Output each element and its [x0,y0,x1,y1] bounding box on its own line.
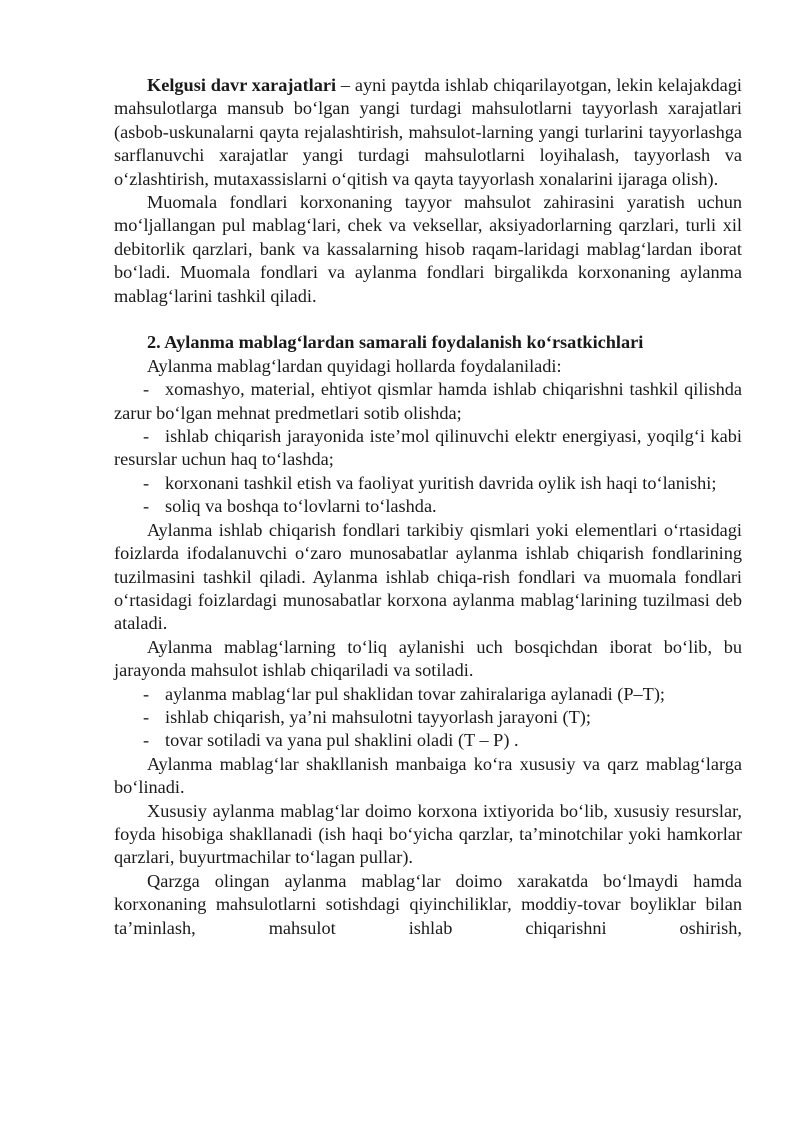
list-item-text: ishlab chiqarish jarayonida iste’mol qilinuvchi elektr energiyasi, yoqilg‘i kabi resurslar uchun haq to‘lashda; [114,426,742,470]
list-item-text: soliq va boshqa to‘lovlarni to‘lashda. [165,496,437,517]
paragraph-funding-sources: Aylanma mablag‘lar shakllanish manbaiga ko‘ra xususiy va qarz mablag‘larga bo‘linadi. [114,753,742,798]
paragraph-borrowed-funds: Qarzga olingan aylanma mablag‘lar doimo xarakatda bo‘lmaydi hamda korxonaning mahsulotlarni sotishdagi qiyinchiliklar, moddiy-tovar boyliklar bilan ta’minlash, mahsulot ishlab chiqarishni oshirish, [114,870,742,938]
list-item-text: tovar sotiladi va yana pul shaklini oladi (T – P) . [165,730,519,751]
list-item-text: korxonani tashkil etish va faoliyat yuritish davrida oylik ish haqi to‘lanishi; [165,472,717,493]
paragraph-circulation-funds: Muomala fondlari korxonaning tayyor mahsulot zahirasini yaratish uchun mo‘ljallangan pul mablag‘lari, chek va veksellar, aksiyadorlarning qarzlari, turli xil debitorlik qarzlari, bank va kassalarning hisob raqam-laridagi mablag‘lardan iborat bo‘ladi. Muomala fondlari va aylanma fondlari birgalikda korxonaning aylanma mablag‘larini tashkil qiladi. [114,192,742,306]
document-page [114,74,742,940]
list-item [114,729,742,752]
list-item [114,378,742,425]
paragraph-full-cycle: Aylanma mablag‘larning to‘liq aylanishi uch bosqichdan iborat bo‘lib, bu jarayonda mahsulot ishlab chiqariladi va sotiladi. [114,636,742,681]
paragraph-own-funds: Xususiy aylanma mablag‘lar doimo korxona ixtiyorida bo‘lib, xususiy resurslar, foyda hisobiga shakllanadi (ish haqi bo‘yicha qarzlar, ta’minotchilar yoki hamkorlar qarzlari, buyurtmachilar to‘lagan pullar). [114,800,742,868]
dash-bullet: - [143,496,150,517]
dash-bullet: - [143,730,150,751]
dash-bullet: - [143,472,150,493]
cycle-stages-list [114,683,742,753]
dash-bullet: - [143,683,150,704]
dash-bullet: - [143,706,150,727]
section-heading: 2. Aylanma mablag‘lardan samarali foydalanish ko‘rsatkichlari [147,332,644,353]
paragraph-fund-structure: Aylanma ishlab chiqarish fondlari tarkibiy qismlari yoki elementlari o‘rtasidagi foizlarda ifodalanuvchi o‘zaro munosabatlar aylanma ishlab chiqarish fondlarining tuzilmasini tashkil qiladi. Aylanma ishlab chiqa-rish fondlari va muomala fondlari o‘rtasidagi foizlardagi munosabatlar korxona aylanma mablag‘larining tuzilmasi deb ataladi. [114,519,742,634]
paragraph-text: – ayni paytda ishlab chiqarilayotgan, lekin kelajakdagi mahsulotlarga mansub bo‘lgan yangi turdagi mahsulotlarni tayyorlash xarajatlari (asbob-uskunalarni qayta rejalashtirish, mahsulot-larning yangi turlarini tayyorlashga sarflanuvchi xarajatlar yangi turdagi mahsulotlarni loyihalash, tayyorlash va o‘zlashtirish, mutaxassislarni o‘qitish va qayta tayyorlash xonalarini ijaraga olish). [114,75,742,189]
spacer [114,308,742,331]
list-item [114,683,742,706]
list-item [114,472,742,495]
list-item-text: ishlab chiqarish, ya’ni mahsulotni tayyorlash jarayoni (T); [165,706,591,727]
dash-bullet: - [143,379,150,400]
list-item-text: aylanma mablag‘lar pul shaklidan tovar zahiralariga aylanadi (P–T); [165,683,665,704]
paragraph-usage-intro: Aylanma mablag‘lardan quyidagi hollarda foydalaniladi: [147,355,562,376]
paragraph-future-expenses [114,74,742,191]
list-item [114,425,742,472]
list-item [114,495,742,518]
usage-list [114,378,742,518]
dash-bullet: - [143,426,150,447]
list-item-text: xomashyo, material, ehtiyot qismlar hamda ishlab chiqarishni tashkil qilishda zarur bo‘lgan mehnat predmetlari sotib olishda; [114,379,742,423]
term-future-expenses: Kelgusi davr xarajatlari [147,75,337,95]
list-item [114,706,742,729]
